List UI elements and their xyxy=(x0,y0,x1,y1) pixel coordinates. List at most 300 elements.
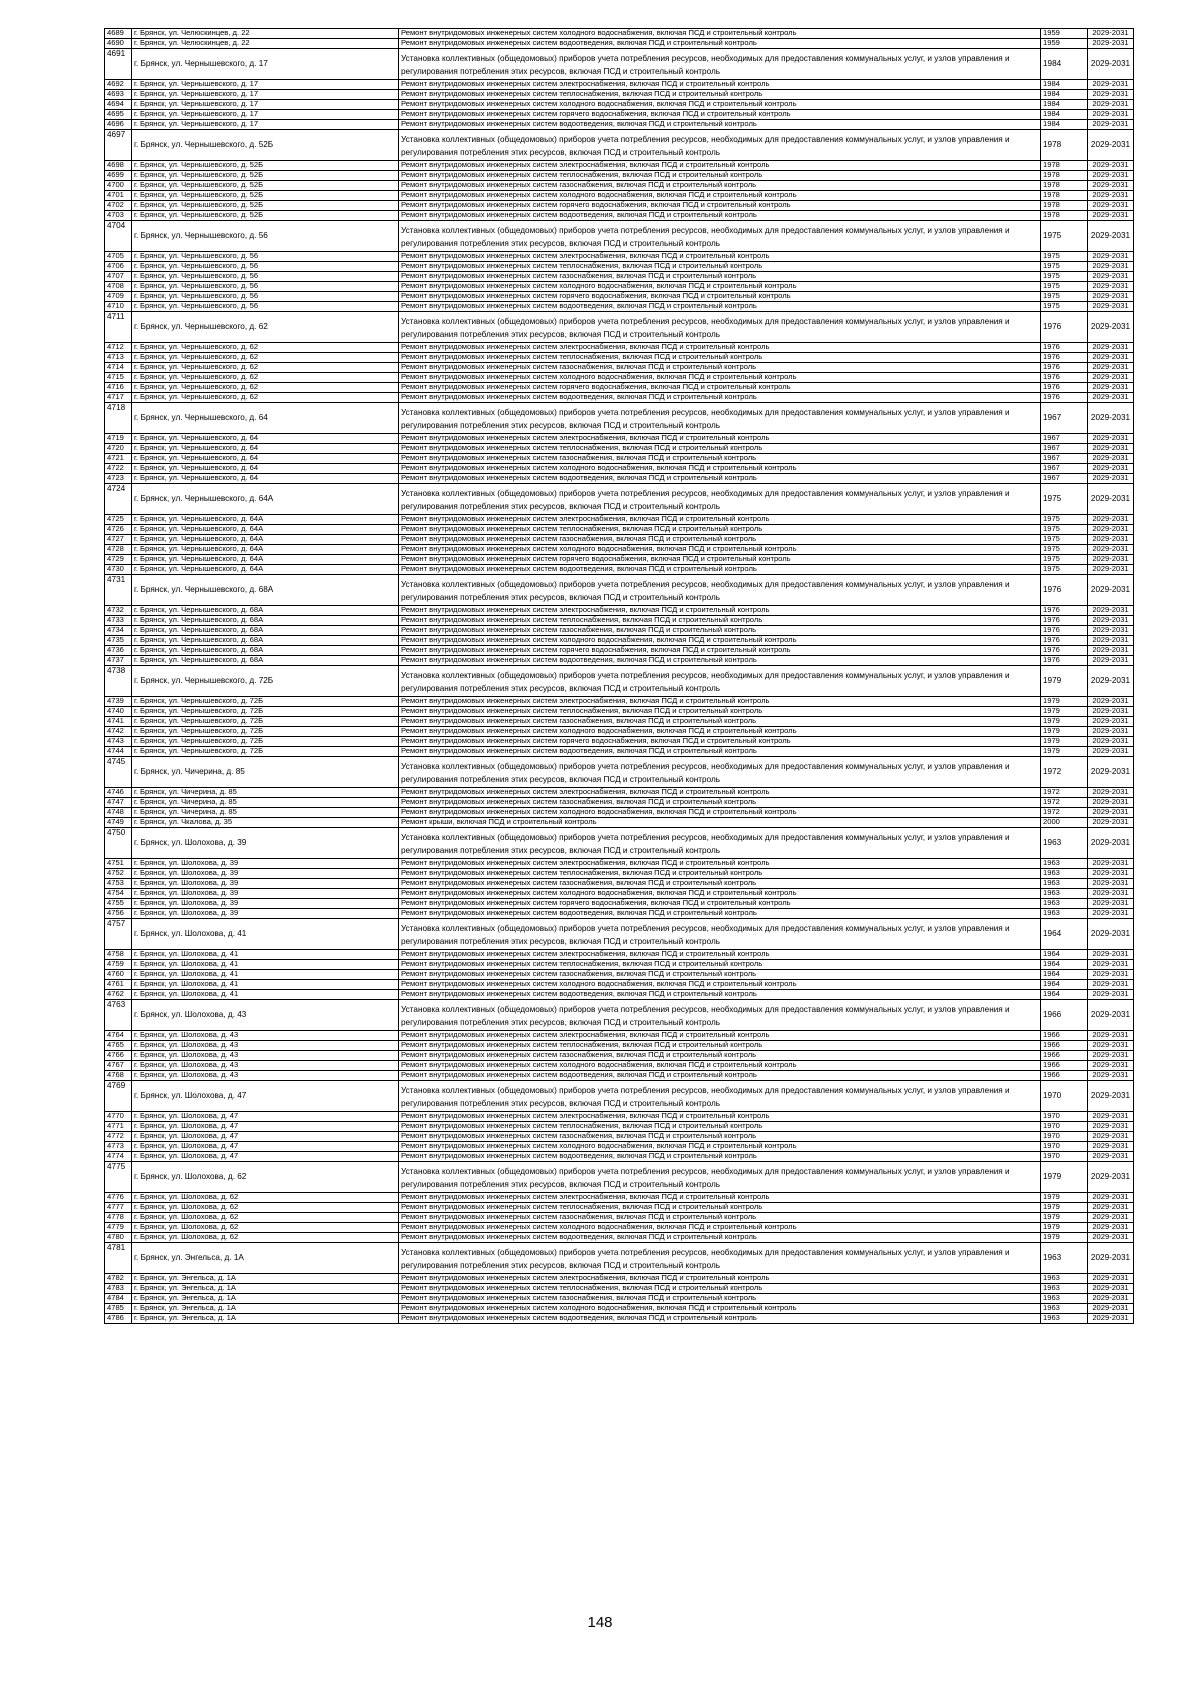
build-year-cell: 1979 xyxy=(1041,1233,1088,1243)
address-cell: г. Брянск, ул. Челюскинцев, д. 22 xyxy=(132,39,399,49)
work-type-cell: Ремонт внутридомовых инженерных систем водоотведения, включая ПСД и строительный контроль xyxy=(399,656,1041,666)
build-year-cell: 1959 xyxy=(1041,39,1088,49)
build-year-cell: 1963 xyxy=(1041,899,1088,909)
build-year-cell: 1963 xyxy=(1041,1304,1088,1314)
address-cell: г. Брянск, ул. Чернышевского, д. 72Б xyxy=(132,737,399,747)
address-cell: г. Брянск, ул. Чернышевского, д. 68А xyxy=(132,626,399,636)
address-cell: г. Брянск, ул. Чернышевского, д. 64А xyxy=(132,484,399,515)
row-number: 4781 xyxy=(105,1243,132,1274)
table-row xyxy=(105,1274,1134,1284)
row-number: 4736 xyxy=(105,646,132,656)
work-type-cell: Ремонт внутридомовых инженерных систем теплоснабжения, включая ПСД и строительный контроль xyxy=(399,353,1041,363)
work-type-cell: Ремонт внутридомовых инженерных систем теплоснабжения, включая ПСД и строительный контроль xyxy=(399,707,1041,717)
work-type-cell: Установка коллективных (общедомовых) приборов учета потребления ресурсов, необходимых для предоставления коммунальных услуг, и узлов управления и регулирования потребления этих ресурсов, включая ПСД и строительный контроль xyxy=(399,484,1041,515)
repair-period-cell: 2029-2031 xyxy=(1088,990,1134,1000)
work-type-cell: Ремонт внутридомовых инженерных систем теплоснабжения, включая ПСД и строительный контроль xyxy=(399,262,1041,272)
address-cell: г. Брянск, ул. Чернышевского, д. 72Б xyxy=(132,666,399,697)
work-type-cell: Ремонт внутридомовых инженерных систем теплоснабжения, включая ПСД и строительный контроль xyxy=(399,525,1041,535)
work-type-cell: Ремонт внутридомовых инженерных систем холодного водоснабжения, включая ПСД и строительный контроль xyxy=(399,1223,1041,1233)
row-number: 4706 xyxy=(105,262,132,272)
table-row xyxy=(105,292,1134,302)
address-cell: г. Брянск, ул. Чичерина, д. 85 xyxy=(132,757,399,788)
table-row xyxy=(105,606,1134,616)
repair-period-cell: 2029-2031 xyxy=(1088,80,1134,90)
table-row xyxy=(105,1122,1134,1132)
address-cell: г. Брянск, ул. Шолохова, д. 39 xyxy=(132,879,399,889)
table-row xyxy=(105,555,1134,565)
address-cell: г. Брянск, ул. Шолохова, д. 39 xyxy=(132,828,399,859)
repair-period-cell: 2029-2031 xyxy=(1088,29,1134,39)
work-type-cell: Ремонт внутридомовых инженерных систем газоснабжения, включая ПСД и строительный контроль xyxy=(399,1294,1041,1304)
table-row xyxy=(105,788,1134,798)
build-year-cell: 1963 xyxy=(1041,1274,1088,1284)
row-number: 4726 xyxy=(105,525,132,535)
build-year-cell: 1979 xyxy=(1041,727,1088,737)
address-cell: г. Брянск, ул. Шолохова, д. 43 xyxy=(132,1061,399,1071)
repair-period-cell: 2029-2031 xyxy=(1088,950,1134,960)
table-row xyxy=(105,282,1134,292)
work-type-cell: Ремонт внутридомовых инженерных систем холодного водоснабжения, включая ПСД и строительный контроль xyxy=(399,373,1041,383)
work-type-cell: Установка коллективных (общедомовых) приборов учета потребления ресурсов, необходимых для предоставления коммунальных услуг, и узлов управления и регулирования потребления этих ресурсов, включая ПСД и строительный контроль xyxy=(399,130,1041,161)
work-type-cell: Ремонт внутридомовых инженерных систем газоснабжения, включая ПСД и строительный контроль xyxy=(399,970,1041,980)
build-year-cell: 1976 xyxy=(1041,636,1088,646)
work-type-cell: Ремонт внутридомовых инженерных систем электроснабжения, включая ПСД и строительный контроль xyxy=(399,343,1041,353)
build-year-cell: 1975 xyxy=(1041,282,1088,292)
repair-period-cell: 2029-2031 xyxy=(1088,1031,1134,1041)
work-type-cell: Ремонт внутридомовых инженерных систем электроснабжения, включая ПСД и строительный контроль xyxy=(399,161,1041,171)
repair-plan-table xyxy=(104,28,1134,1324)
work-type-cell: Ремонт внутридомовых инженерных систем газоснабжения, включая ПСД и строительный контроль xyxy=(399,272,1041,282)
repair-period-cell: 2029-2031 xyxy=(1088,403,1134,434)
repair-period-cell: 2029-2031 xyxy=(1088,373,1134,383)
work-type-cell: Ремонт внутридомовых инженерных систем электроснабжения, включая ПСД и строительный контроль xyxy=(399,1112,1041,1122)
row-number: 4769 xyxy=(105,1081,132,1112)
work-type-cell: Ремонт внутридомовых инженерных систем теплоснабжения, включая ПСД и строительный контроль xyxy=(399,616,1041,626)
repair-period-cell: 2029-2031 xyxy=(1088,747,1134,757)
row-number: 4724 xyxy=(105,484,132,515)
table-row xyxy=(105,343,1134,353)
repair-period-cell: 2029-2031 xyxy=(1088,757,1134,788)
address-cell: г. Брянск, ул. Чернышевского, д. 64 xyxy=(132,434,399,444)
build-year-cell: 1970 xyxy=(1041,1081,1088,1112)
address-cell: г. Брянск, ул. Шолохова, д. 43 xyxy=(132,1000,399,1031)
address-cell: г. Брянск, ул. Шолохова, д. 43 xyxy=(132,1051,399,1061)
repair-period-cell: 2029-2031 xyxy=(1088,434,1134,444)
row-number: 4716 xyxy=(105,383,132,393)
row-number: 4768 xyxy=(105,1071,132,1081)
address-cell: г. Брянск, ул. Чернышевского, д. 52Б xyxy=(132,130,399,161)
repair-period-cell: 2029-2031 xyxy=(1088,818,1134,828)
build-year-cell: 1978 xyxy=(1041,171,1088,181)
work-type-cell: Ремонт внутридомовых инженерных систем теплоснабжения, включая ПСД и строительный контроль xyxy=(399,1284,1041,1294)
work-type-cell: Ремонт внутридомовых инженерных систем газоснабжения, включая ПСД и строительный контроль xyxy=(399,1051,1041,1061)
row-number: 4729 xyxy=(105,555,132,565)
repair-period-cell: 2029-2031 xyxy=(1088,171,1134,181)
repair-period-cell: 2029-2031 xyxy=(1088,727,1134,737)
table-row xyxy=(105,1233,1134,1243)
row-number: 4695 xyxy=(105,110,132,120)
address-cell: г. Брянск, ул. Шолохова, д. 41 xyxy=(132,960,399,970)
work-type-cell: Ремонт внутридомовых инженерных систем горячего водоснабжения, включая ПСД и строительный контроль xyxy=(399,899,1041,909)
repair-period-cell: 2029-2031 xyxy=(1088,788,1134,798)
address-cell: г. Брянск, ул. Чернышевского, д. 52Б xyxy=(132,181,399,191)
repair-period-cell: 2029-2031 xyxy=(1088,161,1134,171)
row-number: 4761 xyxy=(105,980,132,990)
table-row xyxy=(105,798,1134,808)
work-type-cell: Ремонт внутридомовых инженерных систем водоотведения, включая ПСД и строительный контроль xyxy=(399,474,1041,484)
build-year-cell: 1963 xyxy=(1041,1284,1088,1294)
repair-period-cell: 2029-2031 xyxy=(1088,828,1134,859)
repair-period-cell: 2029-2031 xyxy=(1088,49,1134,80)
table-row xyxy=(105,1000,1134,1031)
build-year-cell: 1976 xyxy=(1041,353,1088,363)
table-row xyxy=(105,960,1134,970)
repair-period-cell: 2029-2031 xyxy=(1088,1223,1134,1233)
work-type-cell: Ремонт внутридомовых инженерных систем газоснабжения, включая ПСД и строительный контроль xyxy=(399,454,1041,464)
work-type-cell: Ремонт внутридомовых инженерных систем электроснабжения, включая ПСД и строительный контроль xyxy=(399,950,1041,960)
address-cell: г. Брянск, ул. Чернышевского, д. 17 xyxy=(132,120,399,130)
table-row xyxy=(105,879,1134,889)
table-row xyxy=(105,1314,1134,1324)
table-row xyxy=(105,697,1134,707)
work-type-cell: Ремонт внутридомовых инженерных систем теплоснабжения, включая ПСД и строительный контроль xyxy=(399,444,1041,454)
table-row xyxy=(105,161,1134,171)
table-row xyxy=(105,990,1134,1000)
row-number: 4772 xyxy=(105,1132,132,1142)
table-row xyxy=(105,737,1134,747)
address-cell: г. Брянск, ул. Чернышевского, д. 68А xyxy=(132,606,399,616)
row-number: 4705 xyxy=(105,252,132,262)
build-year-cell: 1963 xyxy=(1041,909,1088,919)
address-cell: г. Брянск, ул. Чернышевского, д. 64А xyxy=(132,535,399,545)
repair-period-cell: 2029-2031 xyxy=(1088,535,1134,545)
repair-period-cell: 2029-2031 xyxy=(1088,474,1134,484)
table-row xyxy=(105,1112,1134,1122)
build-year-cell: 1979 xyxy=(1041,1203,1088,1213)
build-year-cell: 1963 xyxy=(1041,879,1088,889)
repair-period-cell: 2029-2031 xyxy=(1088,859,1134,869)
repair-period-cell: 2029-2031 xyxy=(1088,39,1134,49)
repair-period-cell: 2029-2031 xyxy=(1088,1203,1134,1213)
work-type-cell: Ремонт внутридомовых инженерных систем электроснабжения, включая ПСД и строительный контроль xyxy=(399,1274,1041,1284)
row-number: 4779 xyxy=(105,1223,132,1233)
table-row xyxy=(105,252,1134,262)
capital-repair-plan-sheet xyxy=(104,28,1133,1324)
row-number: 4770 xyxy=(105,1112,132,1122)
repair-period-cell: 2029-2031 xyxy=(1088,626,1134,636)
repair-period-cell: 2029-2031 xyxy=(1088,262,1134,272)
build-year-cell: 1964 xyxy=(1041,980,1088,990)
repair-period-cell: 2029-2031 xyxy=(1088,1152,1134,1162)
build-year-cell: 1963 xyxy=(1041,889,1088,899)
address-cell: г. Брянск, ул. Чернышевского, д. 62 xyxy=(132,373,399,383)
work-type-cell: Ремонт внутридомовых инженерных систем газоснабжения, включая ПСД и строительный контроль xyxy=(399,879,1041,889)
work-type-cell: Ремонт внутридомовых инженерных систем горячего водоснабжения, включая ПСД и строительный контроль xyxy=(399,201,1041,211)
build-year-cell: 1979 xyxy=(1041,747,1088,757)
repair-period-cell: 2029-2031 xyxy=(1088,960,1134,970)
build-year-cell: 1975 xyxy=(1041,525,1088,535)
build-year-cell: 1970 xyxy=(1041,1132,1088,1142)
build-year-cell: 1970 xyxy=(1041,1142,1088,1152)
row-number: 4728 xyxy=(105,545,132,555)
address-cell: г. Брянск, ул. Чернышевского, д. 64 xyxy=(132,474,399,484)
table-row xyxy=(105,454,1134,464)
address-cell: г. Брянск, ул. Челюскинцев, д. 22 xyxy=(132,29,399,39)
row-number: 4699 xyxy=(105,171,132,181)
address-cell: г. Брянск, ул. Чернышевского, д. 52Б xyxy=(132,211,399,221)
work-type-cell: Ремонт внутридомовых инженерных систем газоснабжения, включая ПСД и строительный контроль xyxy=(399,363,1041,373)
build-year-cell: 1967 xyxy=(1041,444,1088,454)
build-year-cell: 1975 xyxy=(1041,484,1088,515)
address-cell: г. Брянск, ул. Чернышевского, д. 72Б xyxy=(132,717,399,727)
table-row xyxy=(105,90,1134,100)
build-year-cell: 1975 xyxy=(1041,272,1088,282)
repair-period-cell: 2029-2031 xyxy=(1088,899,1134,909)
row-number: 4733 xyxy=(105,616,132,626)
table-row xyxy=(105,221,1134,252)
build-year-cell: 1984 xyxy=(1041,120,1088,130)
repair-period-cell: 2029-2031 xyxy=(1088,575,1134,606)
table-row xyxy=(105,1294,1134,1304)
build-year-cell: 1978 xyxy=(1041,130,1088,161)
table-row xyxy=(105,191,1134,201)
address-cell: г. Брянск, ул. Энгельса, д. 1А xyxy=(132,1304,399,1314)
address-cell: г. Брянск, ул. Шолохова, д. 39 xyxy=(132,869,399,879)
row-number: 4743 xyxy=(105,737,132,747)
table-row xyxy=(105,970,1134,980)
work-type-cell: Установка коллективных (общедомовых) приборов учета потребления ресурсов, необходимых для предоставления коммунальных услуг, и узлов управления и регулирования потребления этих ресурсов, включая ПСД и строительный контроль xyxy=(399,919,1041,950)
repair-period-cell: 2029-2031 xyxy=(1088,1233,1134,1243)
address-cell: г. Брянск, ул. Шолохова, д. 62 xyxy=(132,1223,399,1233)
row-number: 4786 xyxy=(105,1314,132,1324)
work-type-cell: Ремонт внутридомовых инженерных систем теплоснабжения, включая ПСД и строительный контроль xyxy=(399,90,1041,100)
table-row xyxy=(105,1081,1134,1112)
work-type-cell: Ремонт внутридомовых инженерных систем горячего водоснабжения, включая ПСД и строительный контроль xyxy=(399,737,1041,747)
address-cell: г. Брянск, ул. Чернышевского, д. 64 xyxy=(132,454,399,464)
row-number: 4748 xyxy=(105,808,132,818)
build-year-cell: 1976 xyxy=(1041,575,1088,606)
address-cell: г. Брянск, ул. Чичерина, д. 85 xyxy=(132,788,399,798)
repair-period-cell: 2029-2031 xyxy=(1088,383,1134,393)
table-row xyxy=(105,909,1134,919)
build-year-cell: 1975 xyxy=(1041,252,1088,262)
work-type-cell: Ремонт внутридомовых инженерных систем газоснабжения, включая ПСД и строительный контроль xyxy=(399,1132,1041,1142)
build-year-cell: 1976 xyxy=(1041,393,1088,403)
build-year-cell: 1975 xyxy=(1041,535,1088,545)
build-year-cell: 1978 xyxy=(1041,161,1088,171)
table-row xyxy=(105,1162,1134,1193)
repair-period-cell: 2029-2031 xyxy=(1088,1081,1134,1112)
build-year-cell: 1966 xyxy=(1041,1051,1088,1061)
work-type-cell: Ремонт внутридомовых инженерных систем водоотведения, включая ПСД и строительный контроль xyxy=(399,393,1041,403)
repair-period-cell: 2029-2031 xyxy=(1088,646,1134,656)
build-year-cell: 1972 xyxy=(1041,808,1088,818)
build-year-cell: 1963 xyxy=(1041,828,1088,859)
address-cell: г. Брянск, ул. Энгельса, д. 1А xyxy=(132,1243,399,1274)
repair-period-cell: 2029-2031 xyxy=(1088,1314,1134,1324)
address-cell: г. Брянск, ул. Шолохова, д. 47 xyxy=(132,1122,399,1132)
address-cell: г. Брянск, ул. Чернышевского, д. 64А xyxy=(132,555,399,565)
table-row xyxy=(105,747,1134,757)
repair-period-cell: 2029-2031 xyxy=(1088,1162,1134,1193)
row-number: 4775 xyxy=(105,1162,132,1193)
work-type-cell: Ремонт внутридомовых инженерных систем холодного водоснабжения, включая ПСД и строительный контроль xyxy=(399,727,1041,737)
table-row xyxy=(105,656,1134,666)
row-number: 4742 xyxy=(105,727,132,737)
table-row xyxy=(105,828,1134,859)
build-year-cell: 1966 xyxy=(1041,1031,1088,1041)
table-row xyxy=(105,859,1134,869)
row-number: 4753 xyxy=(105,879,132,889)
table-row xyxy=(105,535,1134,545)
table-row xyxy=(105,1061,1134,1071)
address-cell: г. Брянск, ул. Шолохова, д. 41 xyxy=(132,990,399,1000)
repair-period-cell: 2029-2031 xyxy=(1088,879,1134,889)
build-year-cell: 1976 xyxy=(1041,656,1088,666)
row-number: 4732 xyxy=(105,606,132,616)
build-year-cell: 1979 xyxy=(1041,666,1088,697)
build-year-cell: 1975 xyxy=(1041,302,1088,312)
repair-period-cell: 2029-2031 xyxy=(1088,697,1134,707)
work-type-cell: Ремонт внутридомовых инженерных систем холодного водоснабжения, включая ПСД и строительный контроль xyxy=(399,29,1041,39)
row-number: 4757 xyxy=(105,919,132,950)
work-type-cell: Ремонт внутридомовых инженерных систем газоснабжения, включая ПСД и строительный контроль xyxy=(399,717,1041,727)
row-number: 4766 xyxy=(105,1051,132,1061)
table-row xyxy=(105,1132,1134,1142)
build-year-cell: 1979 xyxy=(1041,1213,1088,1223)
table-row xyxy=(105,1203,1134,1213)
address-cell: г. Брянск, ул. Чернышевского, д. 72Б xyxy=(132,697,399,707)
work-type-cell: Ремонт внутридомовых инженерных систем горячего водоснабжения, включая ПСД и строительный контроль xyxy=(399,646,1041,656)
work-type-cell: Ремонт внутридомовых инженерных систем холодного водоснабжения, включая ПСД и строительный контроль xyxy=(399,1142,1041,1152)
repair-period-cell: 2029-2031 xyxy=(1088,909,1134,919)
table-row xyxy=(105,575,1134,606)
work-type-cell: Ремонт внутридомовых инженерных систем электроснабжения, включая ПСД и строительный контроль xyxy=(399,80,1041,90)
address-cell: г. Брянск, ул. Чернышевского, д. 72Б xyxy=(132,747,399,757)
repair-period-cell: 2029-2031 xyxy=(1088,454,1134,464)
address-cell: г. Брянск, ул. Энгельса, д. 1А xyxy=(132,1314,399,1324)
address-cell: г. Брянск, ул. Шолохова, д. 39 xyxy=(132,859,399,869)
repair-period-cell: 2029-2031 xyxy=(1088,1243,1134,1274)
address-cell: г. Брянск, ул. Чернышевского, д. 62 xyxy=(132,353,399,363)
build-year-cell: 1970 xyxy=(1041,1122,1088,1132)
build-year-cell: 1963 xyxy=(1041,859,1088,869)
address-cell: г. Брянск, ул. Чернышевского, д. 68А xyxy=(132,575,399,606)
build-year-cell: 1975 xyxy=(1041,292,1088,302)
row-number: 4730 xyxy=(105,565,132,575)
work-type-cell: Ремонт внутридомовых инженерных систем водоотведения, включая ПСД и строительный контроль xyxy=(399,990,1041,1000)
row-number: 4760 xyxy=(105,970,132,980)
row-number: 4715 xyxy=(105,373,132,383)
repair-period-cell: 2029-2031 xyxy=(1088,353,1134,363)
row-number: 4750 xyxy=(105,828,132,859)
repair-period-cell: 2029-2031 xyxy=(1088,484,1134,515)
row-number: 4708 xyxy=(105,282,132,292)
repair-period-cell: 2029-2031 xyxy=(1088,211,1134,221)
build-year-cell: 1959 xyxy=(1041,29,1088,39)
build-year-cell: 1976 xyxy=(1041,383,1088,393)
repair-period-cell: 2029-2031 xyxy=(1088,1071,1134,1081)
work-type-cell: Ремонт внутридомовых инженерных систем газоснабжения, включая ПСД и строительный контроль xyxy=(399,1213,1041,1223)
table-row xyxy=(105,980,1134,990)
table-row xyxy=(105,171,1134,181)
work-type-cell: Ремонт внутридомовых инженерных систем теплоснабжения, включая ПСД и строительный контроль xyxy=(399,171,1041,181)
build-year-cell: 1972 xyxy=(1041,788,1088,798)
work-type-cell: Ремонт крыши, включая ПСД и строительный контроль xyxy=(399,818,1041,828)
table-row xyxy=(105,666,1134,697)
repair-period-cell: 2029-2031 xyxy=(1088,1051,1134,1061)
repair-period-cell: 2029-2031 xyxy=(1088,312,1134,343)
work-type-cell: Ремонт внутридомовых инженерных систем теплоснабжения, включая ПСД и строительный контроль xyxy=(399,1203,1041,1213)
row-number: 4720 xyxy=(105,444,132,454)
table-row xyxy=(105,636,1134,646)
table-row xyxy=(105,393,1134,403)
work-type-cell: Ремонт внутридомовых инженерных систем электроснабжения, включая ПСД и строительный контроль xyxy=(399,859,1041,869)
build-year-cell: 1964 xyxy=(1041,950,1088,960)
address-cell: г. Брянск, ул. Энгельса, д. 1А xyxy=(132,1284,399,1294)
build-year-cell: 2000 xyxy=(1041,818,1088,828)
build-year-cell: 1979 xyxy=(1041,1162,1088,1193)
build-year-cell: 1966 xyxy=(1041,1041,1088,1051)
build-year-cell: 1966 xyxy=(1041,1000,1088,1031)
address-cell: г. Брянск, ул. Чернышевского, д. 17 xyxy=(132,110,399,120)
table-row xyxy=(105,950,1134,960)
table-row xyxy=(105,545,1134,555)
table-row xyxy=(105,1152,1134,1162)
work-type-cell: Ремонт внутридомовых инженерных систем электроснабжения, включая ПСД и строительный контроль xyxy=(399,606,1041,616)
address-cell: г. Брянск, ул. Чернышевского, д. 68А xyxy=(132,646,399,656)
repair-period-cell: 2029-2031 xyxy=(1088,970,1134,980)
table-row xyxy=(105,120,1134,130)
row-number: 4745 xyxy=(105,757,132,788)
table-row xyxy=(105,626,1134,636)
address-cell: г. Брянск, ул. Чернышевского, д. 64 xyxy=(132,444,399,454)
work-type-cell: Ремонт внутридомовых инженерных систем холодного водоснабжения, включая ПСД и строительный контроль xyxy=(399,980,1041,990)
table-row xyxy=(105,808,1134,818)
build-year-cell: 1964 xyxy=(1041,960,1088,970)
table-row xyxy=(105,717,1134,727)
address-cell: г. Брянск, ул. Чкалова, д. 35 xyxy=(132,818,399,828)
repair-period-cell: 2029-2031 xyxy=(1088,444,1134,454)
repair-period-cell: 2029-2031 xyxy=(1088,808,1134,818)
repair-period-cell: 2029-2031 xyxy=(1088,616,1134,626)
row-number: 4783 xyxy=(105,1284,132,1294)
repair-period-cell: 2029-2031 xyxy=(1088,636,1134,646)
row-number: 4711 xyxy=(105,312,132,343)
table-row xyxy=(105,899,1134,909)
table-row xyxy=(105,302,1134,312)
table-row xyxy=(105,1243,1134,1274)
repair-period-cell: 2029-2031 xyxy=(1088,110,1134,120)
row-number: 4701 xyxy=(105,191,132,201)
row-number: 4713 xyxy=(105,353,132,363)
build-year-cell: 1975 xyxy=(1041,262,1088,272)
table-row xyxy=(105,312,1134,343)
row-number: 4731 xyxy=(105,575,132,606)
row-number: 4723 xyxy=(105,474,132,484)
row-number: 4784 xyxy=(105,1294,132,1304)
row-number: 4758 xyxy=(105,950,132,960)
address-cell: г. Брянск, ул. Чернышевского, д. 52Б xyxy=(132,191,399,201)
address-cell: г. Брянск, ул. Чернышевского, д. 56 xyxy=(132,292,399,302)
row-number: 4696 xyxy=(105,120,132,130)
row-number: 4693 xyxy=(105,90,132,100)
address-cell: г. Брянск, ул. Чернышевского, д. 17 xyxy=(132,80,399,90)
address-cell: г. Брянск, ул. Шолохова, д. 41 xyxy=(132,919,399,950)
row-number: 4756 xyxy=(105,909,132,919)
row-number: 4773 xyxy=(105,1142,132,1152)
build-year-cell: 1979 xyxy=(1041,707,1088,717)
